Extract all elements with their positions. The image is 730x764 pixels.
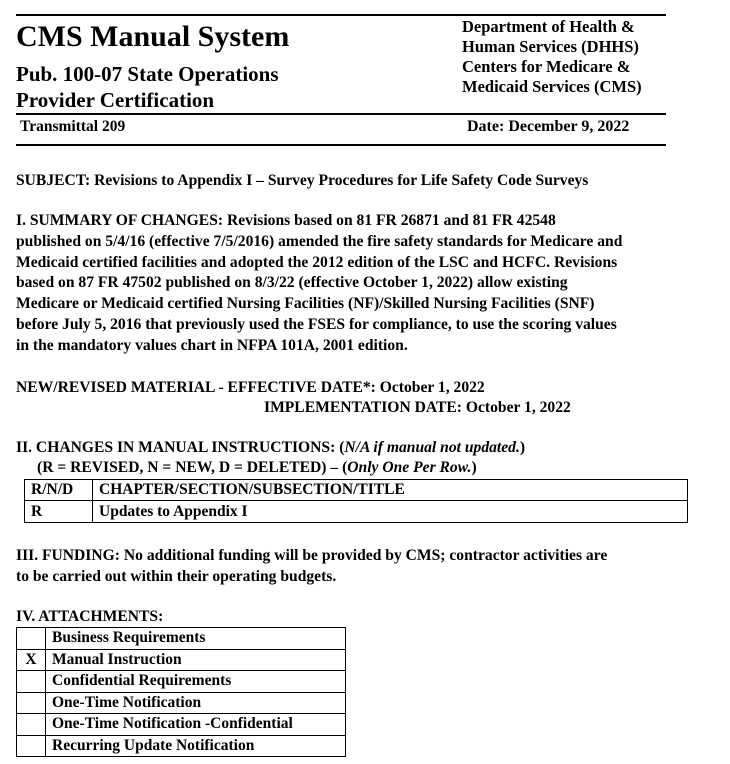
attachment-row — [17, 628, 346, 650]
implementation-date: IMPLEMENTATION DATE: October 1, 2022 — [264, 399, 571, 416]
attachment-label: One-Time Notification — [46, 692, 346, 714]
department-block — [462, 17, 642, 97]
department-line: Department of Health & — [462, 17, 635, 36]
attachment-mark — [17, 714, 46, 736]
department-line: Medicaid Services (CMS) — [462, 77, 642, 96]
publication-line-2: Provider Certification — [16, 88, 215, 112]
attachment-mark: X — [17, 649, 46, 671]
department-line: Centers for Medicare & — [462, 57, 631, 76]
attachment-row — [17, 692, 346, 714]
funding-line: to be carried out within their operating budgets. — [16, 567, 337, 585]
changes-table-header — [25, 480, 688, 501]
attachment-label: Recurring Update Notification — [46, 735, 346, 757]
summary-line: I. SUMMARY OF CHANGES: Revisions based on 81 FR 26871 and 81 FR 42548 — [16, 212, 556, 229]
attachment-label: Manual Instruction — [46, 649, 346, 671]
changes-heading-text: II. CHANGES IN MANUAL INSTRUCTIONS: ( — [16, 439, 345, 456]
changes-heading-note: N/A if manual not updated. — [344, 439, 520, 456]
changes-heading-close: ) — [519, 439, 526, 456]
publication-line-1: Pub. 100-07 State Operations — [16, 62, 279, 86]
header-bottom-rule — [16, 144, 666, 146]
attachment-row — [17, 735, 346, 757]
header-mid-rule — [16, 113, 666, 115]
transmittal-date: Date: December 9, 2022 — [467, 118, 630, 135]
changes-heading — [16, 438, 525, 459]
transmittal-number: Transmittal 209 — [20, 118, 126, 135]
summary-of-changes — [16, 211, 730, 357]
attachment-label: One-Time Notification -Confidential — [46, 714, 346, 736]
changes-table — [24, 479, 688, 523]
changes-legend-text: (R = REVISED, N = NEW, D = DELETED) – ( — [37, 459, 348, 476]
summary-line: before July 5, 2016 that previously used the FSES for compliance, to use the scoring values — [16, 315, 617, 333]
attachment-mark — [17, 692, 46, 714]
row-title: Updates to Appendix I — [93, 501, 688, 523]
attachments-table — [16, 627, 346, 757]
changes-legend-note: Only One Per Row. — [347, 459, 472, 476]
attachment-mark — [17, 628, 46, 650]
header-top-rule — [16, 14, 666, 16]
summary-line: Medicare or Medicaid certified Nursing Facilities (NF)/Skilled Nursing Facilities (SNF) — [16, 295, 595, 313]
department-line: Human Services (DHHS) — [462, 37, 639, 56]
attachment-label: Business Requirements — [46, 628, 346, 650]
attachment-mark — [17, 671, 46, 693]
attachment-row — [17, 714, 346, 736]
summary-line: Medicaid certified facilities and adopted the 2012 edition of the LSC and HCFC. Revisions — [16, 253, 618, 271]
attachments-heading: IV. ATTACHMENTS: — [16, 608, 164, 625]
row-rnd: R — [25, 501, 93, 523]
summary-line: published on 5/4/16 (effective 7/5/2016) amended the fire safety standards for Medicare and — [16, 232, 623, 250]
changes-legend-close: ) — [471, 459, 477, 476]
column-header-title: CHAPTER/SECTION/SUBSECTION/TITLE — [93, 480, 688, 501]
effective-date: NEW/REVISED MATERIAL - EFFECTIVE DATE*: October 1, 2022 — [16, 379, 485, 396]
column-header-rnd: R/N/D — [25, 480, 93, 501]
attachment-row — [17, 671, 346, 693]
attachment-row — [17, 649, 346, 671]
subject-line: SUBJECT: Revisions to Appendix I – Survey Procedures for Life Safety Code Surveys — [16, 172, 589, 189]
attachment-mark — [17, 735, 46, 757]
table-row — [25, 501, 688, 523]
funding-line: III. FUNDING: No additional funding will be provided by CMS; contractor activities are — [16, 547, 608, 564]
summary-line: in the mandatory values chart in NFPA 101A, 2001 edition. — [16, 336, 408, 354]
summary-line: based on 87 FR 47502 published on 8/3/22 (effective October 1, 2022) allow existing — [16, 274, 568, 292]
manual-title: CMS Manual System — [16, 20, 290, 53]
funding-section — [16, 546, 730, 588]
attachment-label: Confidential Requirements — [46, 671, 346, 693]
changes-legend — [37, 458, 477, 479]
